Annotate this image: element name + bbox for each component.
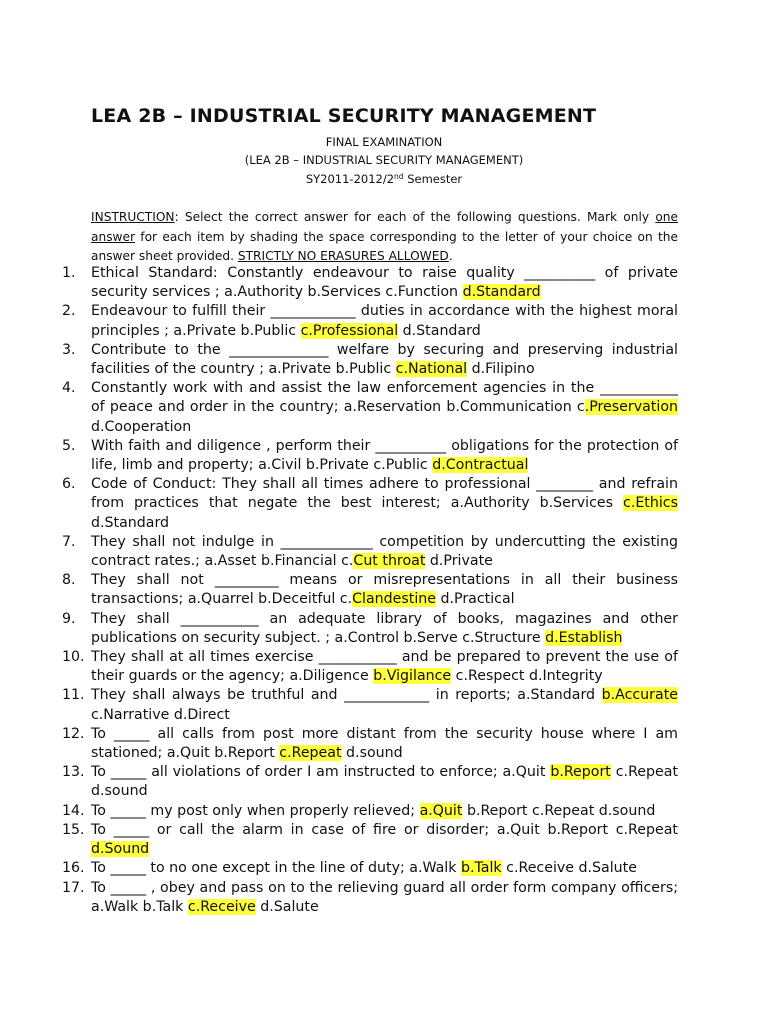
question-item bbox=[62, 802, 678, 821]
answer-highlight: d.Establish bbox=[545, 629, 623, 646]
question-number: 3. bbox=[62, 341, 76, 358]
question-item bbox=[62, 725, 678, 763]
answer-highlight: c.Receive bbox=[187, 898, 256, 915]
document-title: LEA 2B – INDUSTRIAL SECURITY MANAGEMENT bbox=[91, 105, 597, 127]
question-number: 15. bbox=[62, 821, 85, 838]
question-number: 2. bbox=[62, 303, 76, 320]
instruction-text: : Select the correct answer for each of the following questions. Mark only bbox=[174, 210, 656, 224]
instruction-warning: STRICTLY NO ERASURES ALLOWED bbox=[237, 249, 449, 263]
answer-highlight: c.National bbox=[395, 361, 468, 378]
question-text: To _____ all violations of order I am instructed to enforce; a.Quit bbox=[91, 764, 551, 781]
question-text-after: c.Receive d.Salute bbox=[501, 860, 637, 877]
question-text-after: d.Filipino bbox=[467, 361, 535, 378]
question-text-after: d.Cooperation bbox=[91, 418, 192, 435]
question-number: 16. bbox=[62, 860, 85, 877]
question-text-after: c.Narrative d.Direct bbox=[91, 706, 230, 723]
question-text: To _____ , obey and pass on to the relieving guard all order form company officers; a.Walk b.Talk bbox=[91, 879, 678, 915]
term-superscript: nd bbox=[394, 172, 404, 181]
question-item bbox=[62, 821, 678, 859]
question-number: 6. bbox=[62, 476, 76, 493]
question-text: To _____ all calls from post more distant from the security house where I am stationed; a.Quit b.Report bbox=[91, 725, 678, 762]
question-text: To _____ my post only when properly relieved; bbox=[91, 802, 420, 819]
question-item bbox=[62, 379, 678, 437]
question-text-after: b.Report c.Repeat d.sound bbox=[462, 802, 656, 819]
question-text: They shall always be truthful and ____________ in reports; a.Standard bbox=[91, 687, 602, 704]
question-number: 10. bbox=[62, 649, 85, 666]
question-item bbox=[62, 264, 678, 302]
question-text-after: d.Standard bbox=[398, 322, 481, 339]
question-item bbox=[62, 533, 678, 571]
course-line: (LEA 2B – INDUSTRIAL SECURITY MANAGEMENT) bbox=[244, 153, 524, 167]
question-text-after: d.Practical bbox=[436, 591, 515, 608]
question-text: To _____ to no one except in the line of duty; a.Walk bbox=[91, 860, 461, 877]
question-item bbox=[62, 763, 678, 801]
question-number: 12. bbox=[62, 725, 85, 742]
question-item bbox=[62, 610, 678, 648]
answer-highlight: b.Accurate bbox=[601, 687, 678, 704]
instruction-emphasis: one answer bbox=[91, 210, 678, 244]
answer-highlight: c.Professional bbox=[300, 322, 399, 339]
question-text-after: d.Standard bbox=[91, 514, 170, 531]
answer-highlight: Clandestine bbox=[352, 591, 437, 608]
question-item bbox=[62, 302, 678, 340]
question-item bbox=[62, 648, 678, 686]
question-item bbox=[62, 879, 678, 917]
exam-subtitle: FINAL EXAMINATION bbox=[325, 135, 443, 149]
answer-highlight: c.Repeat bbox=[279, 745, 342, 762]
question-number: 14. bbox=[62, 802, 85, 819]
question-text-after: d.Private bbox=[425, 553, 493, 570]
question-number: 1. bbox=[62, 265, 76, 281]
answer-highlight: b.Vigilance bbox=[373, 668, 452, 685]
answer-highlight: b.Report bbox=[550, 764, 611, 781]
answer-highlight: Cut throat bbox=[353, 553, 426, 570]
question-text-after: c.Respect d.Integrity bbox=[451, 668, 603, 685]
question-item bbox=[62, 437, 678, 475]
question-item bbox=[62, 686, 678, 724]
answer-highlight: c.Ethics bbox=[623, 495, 678, 512]
answer-highlight: d.Standard bbox=[462, 284, 541, 301]
question-text: To _____ or call the alarm in case of fire or disorder; a.Quit b.Report c.Repeat bbox=[91, 821, 678, 838]
question-number: 17. bbox=[62, 879, 85, 896]
question-text: Endeavour to fulfill their ____________ duties in accordance with the highest moral principles ; a.Private b.Public bbox=[91, 303, 678, 339]
question-text: With faith and diligence , perform their __________ obligations for the protection of life, limb and property; a.Civil b.Private c.Public bbox=[91, 437, 678, 474]
answer-highlight: d.Contractual bbox=[432, 457, 529, 474]
term-suffix: Semester bbox=[403, 172, 463, 186]
question-text-after: d.Salute bbox=[255, 898, 319, 915]
instruction-paragraph bbox=[91, 208, 678, 267]
instruction-label: INSTRUCTION bbox=[91, 210, 175, 224]
answer-highlight: a.Quit bbox=[419, 802, 463, 819]
question-item bbox=[62, 341, 678, 379]
question-text: They shall ___________ an adequate library of books, magazines and other publications on security subject. ; a.Control b.Serve c.Structure bbox=[91, 610, 678, 646]
question-text: They shall not indulge in _____________ competition by undercutting the existing contract rates.; a.Asset b.Financial c. bbox=[91, 533, 678, 570]
question-text: They shall at all times exercise ___________ and be prepared to prevent the use of their guards or the agency; a.Diligence bbox=[91, 649, 678, 685]
question-item bbox=[62, 475, 678, 533]
question-item bbox=[62, 859, 678, 878]
question-text: Constantly work with and assist the law enforcement agencies in the ___________ of peace and order in the country; a.Reservation b.Communication c bbox=[91, 380, 678, 416]
answer-highlight: b.Talk bbox=[460, 860, 502, 877]
question-number: 4. bbox=[62, 380, 76, 397]
instruction-end: . bbox=[448, 249, 453, 263]
question-text: Code of Conduct: They shall all times adhere to professional ________ and refrain from practices that negate the best interest; a.Authority b.Services bbox=[91, 476, 678, 512]
question-text-after: d.sound bbox=[341, 745, 403, 762]
question-number: 5. bbox=[62, 437, 76, 454]
term-line bbox=[0, 172, 768, 186]
question-number: 11. bbox=[62, 687, 85, 704]
question-number: 8. bbox=[62, 572, 76, 589]
question-text: Contribute to the ______________ welfare by securing and preserving industrial facilities of the country ; a.Private b.Public bbox=[91, 341, 678, 378]
answer-highlight: d.Sound bbox=[91, 841, 150, 858]
question-text: They shall not _________ means or misrepresentations in all their business transactions; a.Quarrel b.Deceitful c. bbox=[91, 572, 678, 608]
term-prefix: SY2011-2012/2 bbox=[305, 172, 395, 186]
instruction-text-continued: for each item by shading the space corresponding to the letter of your choice on the answer sheet provided. bbox=[91, 229, 678, 263]
answer-highlight: .Preservation bbox=[584, 399, 678, 416]
question-text: Ethical Standard: Constantly endeavour to raise quality __________ of private security services ; a.Authority b.Services c.Function bbox=[91, 265, 678, 301]
question-text-after: c.Repeat d.sound bbox=[91, 764, 679, 800]
question-item bbox=[62, 571, 678, 609]
question-number: 13. bbox=[62, 764, 85, 781]
question-number: 7. bbox=[62, 533, 76, 550]
question-number: 9. bbox=[62, 610, 76, 627]
question-list bbox=[62, 264, 678, 917]
